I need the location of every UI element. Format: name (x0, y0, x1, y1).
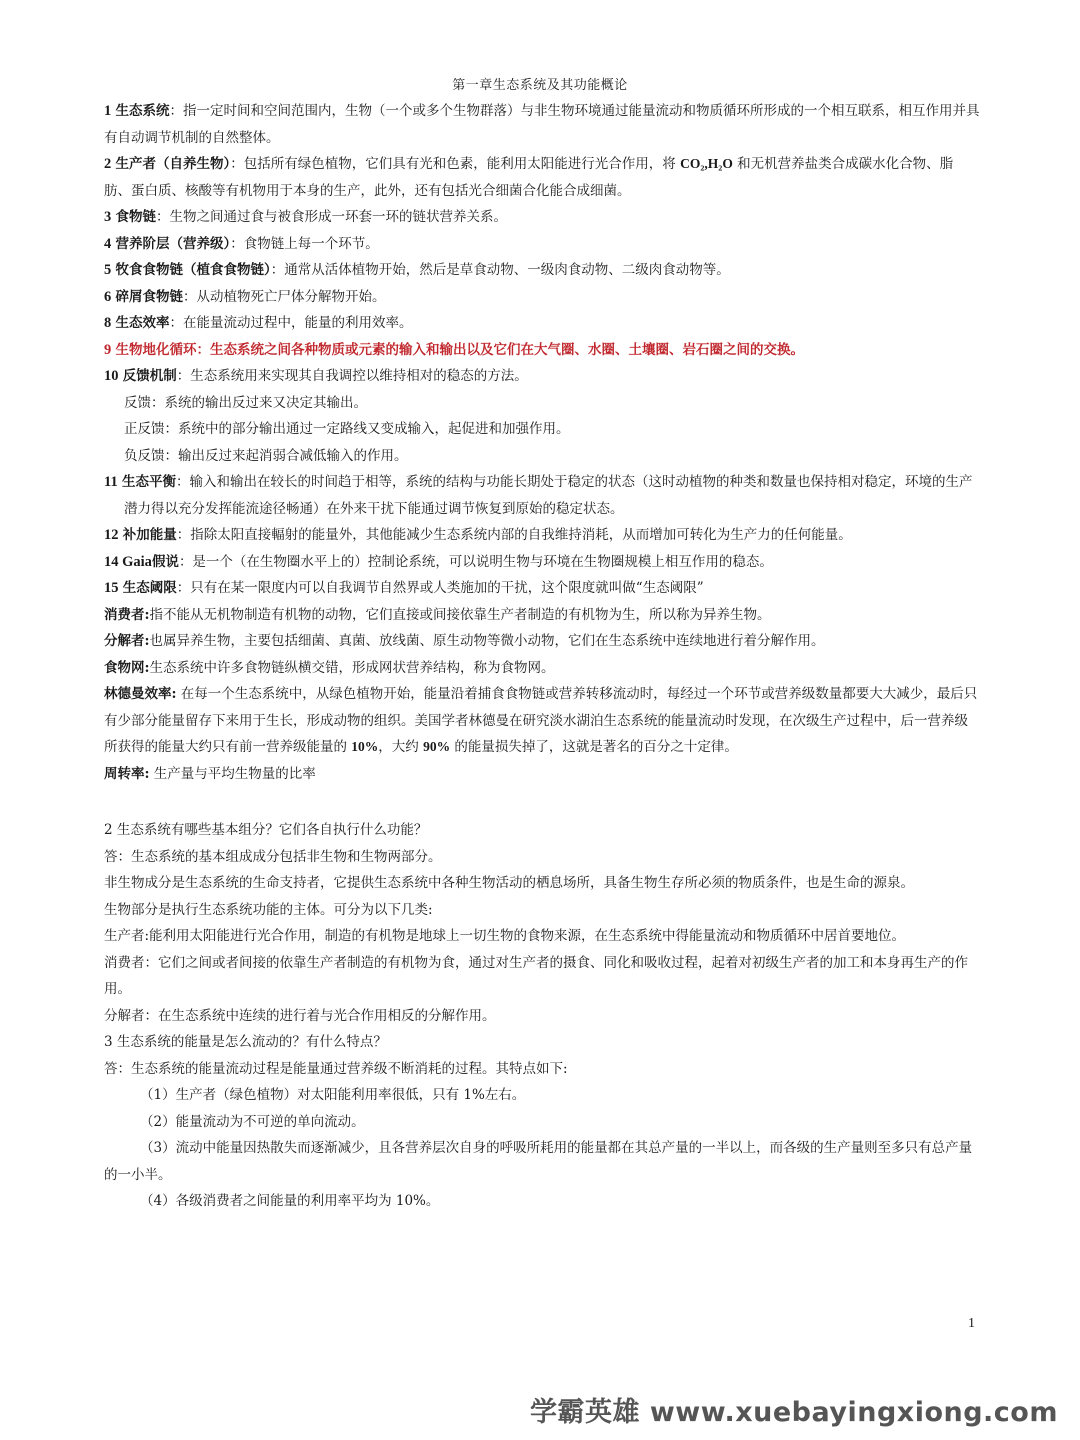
definition-item: 1 生态系统：指一定时间和空间范围内，生物（一个或多个生物群落）与非生物环境通过能量流动和物质循环所形成的一个相互联系，相互作用并具有自动调节机制的自然整体。 (104, 103, 980, 146)
document-body (104, 98, 980, 1215)
definition-item: 5 牧食食物链（植食食物链）：通常从活体植物开始，然后是草食动物、一级肉食动物、二级肉食动物等。 (104, 262, 730, 278)
definition-item: 3 食物链：生物之间通过食与被食形成一环套一环的链状营养关系。 (104, 209, 508, 225)
definition-item: 11 生态平衡：输入和输出在较长的时间趋于相等，系统的结构与功能长期处于稳定的状态（这时动植物的种类和数量也保持相对稳定，环境的生产潜力得以充分发挥能流途径畅通）在外来干扰下能通过调节恢复到原始的稳定状态。 (104, 474, 973, 517)
question-3: 3 生态系统的能量是怎么流动的？有什么特点？ (104, 1034, 387, 1050)
definition-item: 8 生态效率：在能量流动过程中，能量的利用效率。 (104, 315, 413, 331)
feedback-item: 反馈：系统的输出反过来又决定其输出。 (124, 394, 367, 411)
answer-3: 答：生态系统的能量流动过程是能量通过营养级不断消耗的过程。其特点如下: (104, 1060, 568, 1077)
answer-paragraph: 生产者:能利用太阳能进行光合作用，制造的有机物是地球上一切生物的食物来源，在生态系统中得能量流动和物质循环中居首要地位。 (104, 928, 906, 944)
answer-point: （2）能量流动为不可逆的单向流动。 (140, 1113, 365, 1130)
definition-item: 6 碎屑食物链：从动植物死亡尸体分解物开始。 (104, 288, 386, 305)
definition-item-highlighted: 9 生物地化循环：生态系统之间各种物质或元素的输入和输出以及它们在大气圈、水圈、土壤圈、岩石圈之间的交换。 (104, 341, 805, 358)
answer-point: （1）生产者（绿色植物）对太阳能利用率很低，只有 1%左右。 (140, 1087, 526, 1103)
definition-item: 14 Gaia假说：是一个（在生物圈水平上的）控制论系统，可以说明生物与环境在生物圈规模上相互作用的稳态。 (104, 553, 773, 570)
definition-item: 2 生产者（自养生物）：包括所有绿色植物，它们具有光和色素，能利用太阳能进行光合作用，将 CO₂,H₂O 和无机营养盐类合成碳水化合物、脂肪、蛋白质、核酸等有机物用于本身的生产，此外，还有包括光合细菌合化能合成细菌。 (104, 156, 954, 199)
answer-paragraph: 分解者：在生态系统中连续的进行着与光合作用相反的分解作用。 (104, 1007, 496, 1024)
answer-2: 答：生态系统的基本组成成分包括非生物和生物两部分。 (104, 848, 442, 865)
section-gap (104, 787, 980, 817)
definition-item: 4 营养阶层（营养级）：食物链上每一个环节。 (104, 235, 379, 252)
chemical-formula: CO₂,H₂O (680, 156, 733, 171)
answer-point: （4）各级消费者之间能量的利用率平均为 10%。 (140, 1193, 440, 1209)
definition-item: 15 生态阈限：只有在某一限度内可以自我调节自然界或人类施加的干扰，这个限度就叫做“生态阈限” (104, 580, 704, 596)
question-2: 2 生态系统有哪些基本组分？它们各自执行什么功能？ (104, 822, 428, 838)
term-item: 消费者:指不能从无机物制造有机物的动物，它们直接或间接依靠生产者制造的有机物为生，所以称为异养生物。 (104, 606, 771, 623)
site-watermark: 学霸英雄 www.xuebayingxiong.com (529, 1397, 1058, 1428)
page-number: 1 (968, 1316, 975, 1331)
feedback-item: 负反馈：输出反过来起消弱合减低输入的作用。 (124, 447, 408, 464)
page-title: 第一章生态系统及其功能概论 (452, 78, 628, 93)
term-item: 食物网:生态系统中许多食物链纵横交错，形成网状营养结构，称为食物网。 (104, 659, 555, 676)
definition-item: 10 反馈机制：生态系统用来实现其自我调控以维持相对的稳态的方法。 (104, 368, 528, 384)
turnover-rate: 周转率: 生产量与平均生物量的比率 (104, 765, 316, 782)
definition-item: 12 补加能量：指除太阳直接輻射的能量外，其他能减少生态系统内部的自我维持消耗，从而增加可转化为生产力的任何能量。 (104, 527, 852, 543)
answer-paragraph: 非生物成分是生态系统的生命支持者，它提供生态系统中各种生物活动的栖息场所，具备生物生存所必须的物质条件，也是生命的源泉。 (104, 875, 914, 891)
lindeman-efficiency: 林德曼效率: 在每一个生态系统中，从绿色植物开始，能量沿着捕食食物链或营养转移流动时，每经过一个环节或营养级数量都要大大减少，最后只有少部分能量留存下来用于生长，形成动物的组织。美国学者林德曼在研究淡水湖泊生态系统的能量流动时发现，在次级生产过程中，后一营养级所获得的能量大约只有前一营养级能量的 10%，大约 90% 的能量损失掉了，这就是著名的百分之十定律。 (104, 686, 978, 755)
answer-paragraph: 消费者：它们之间或者间接的依靠生产者制造的有机物为食，通过对生产者的摄食、同化和吸收过程，起着对初级生产者的加工和本身再生产的作用。 (104, 954, 968, 997)
answer-point: （3）流动中能量因热散失而逐渐减少，且各营养层次自身的呼吸所耗用的能量都在其总产量的一半以上，而各级的生产量则至多只有总产量的一小半。 (104, 1140, 973, 1183)
answer-paragraph: 生物部分是执行生态系统功能的主体。可分为以下几类: (104, 901, 433, 918)
term-item: 分解者:也属异养生物，主要包括细菌、真菌、放线菌、原生动物等微小动物，它们在生态系统中连续地进行着分解作用。 (104, 633, 825, 649)
feedback-item: 正反馈：系统中的部分输出通过一定路线又变成输入，起促进和加强作用。 (124, 421, 570, 437)
